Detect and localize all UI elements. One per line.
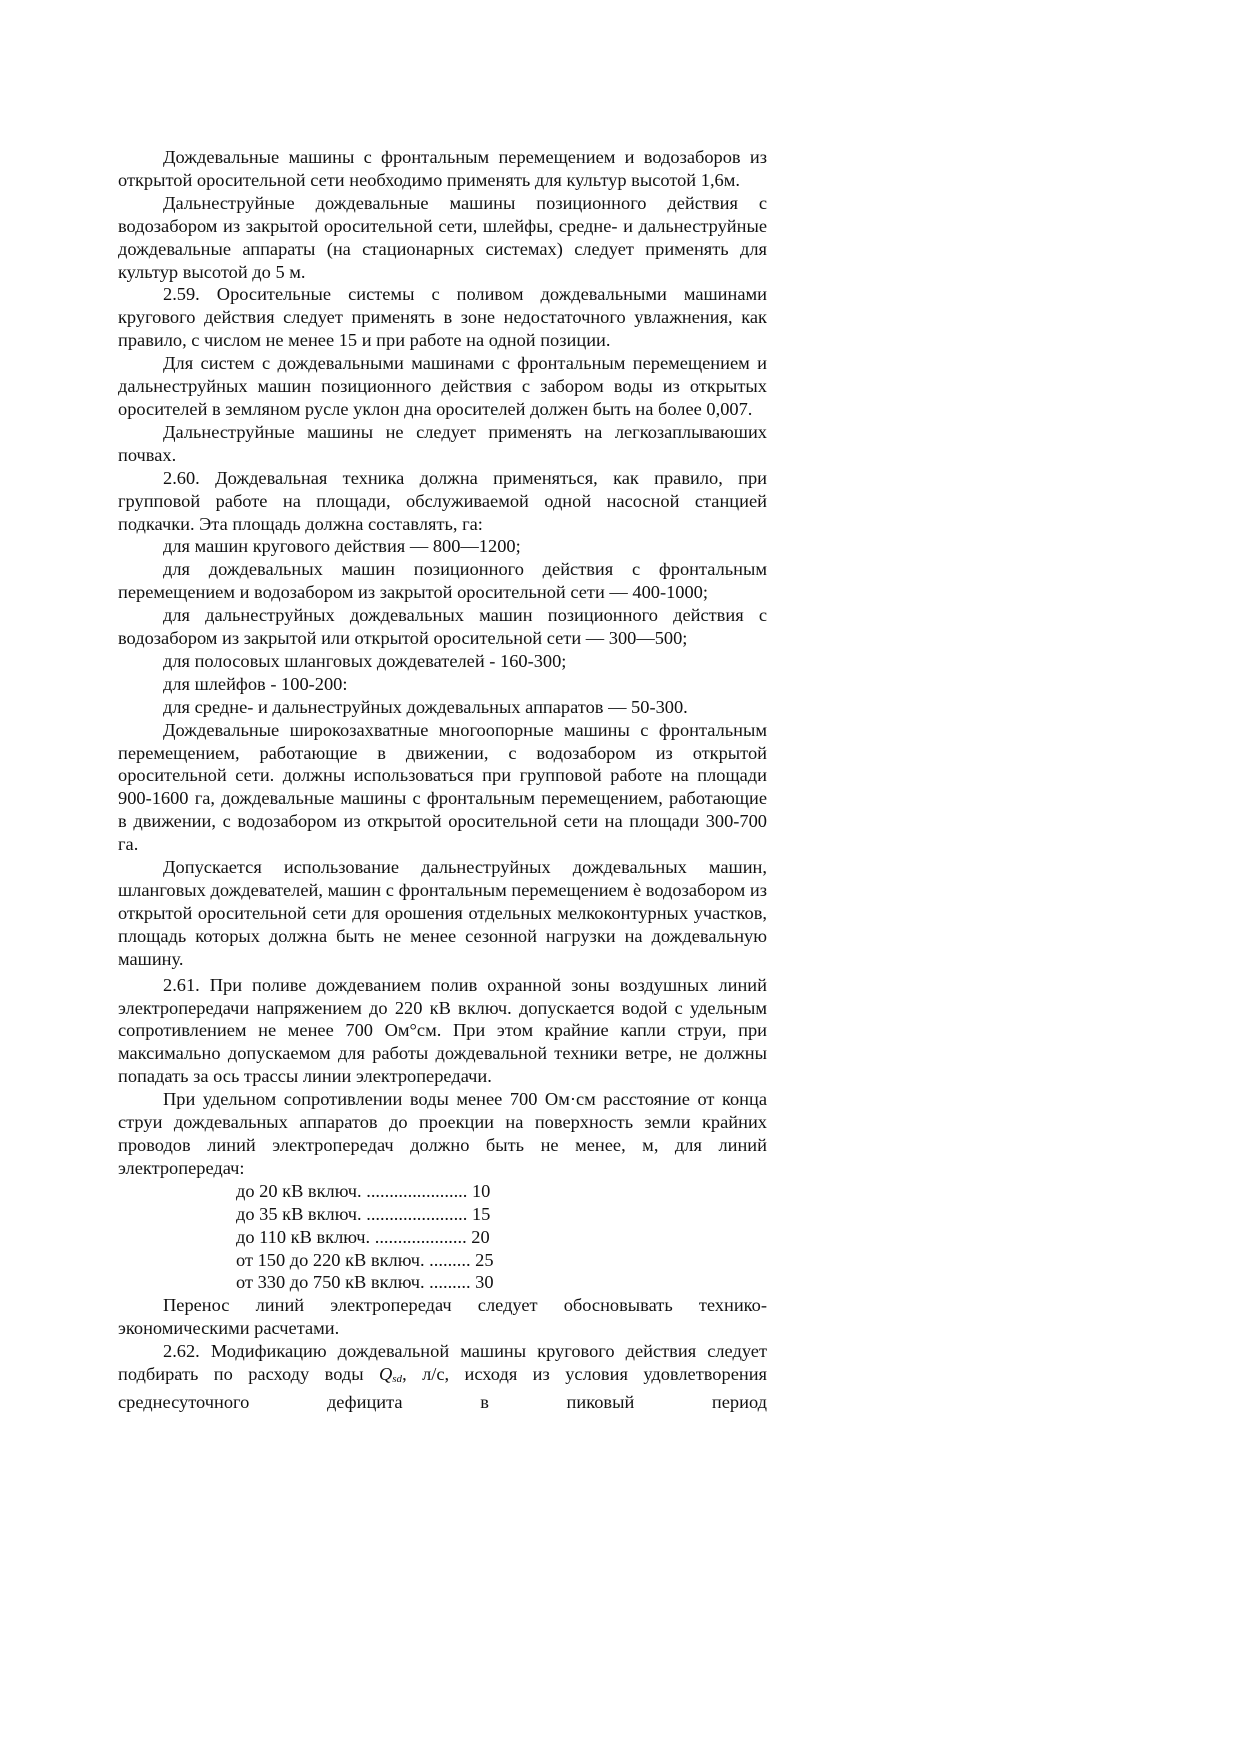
section-2-62-text-end: , л/с, исходя из условия удовлетворения среднесуточного дефицита в пиковый период <box>118 1364 767 1412</box>
flow-symbol: Q <box>379 1364 393 1385</box>
paragraph-section-2-62 <box>118 1340 767 1414</box>
list-item-positional-frontal: для дождевальных машин позиционного действия с фронтальным перемещением и водозабором из закрытой оросительной сети — 400-1000; <box>118 559 767 603</box>
distance-row: до 110 кВ включ. .................... 20 <box>236 1226 490 1247</box>
paragraph-sprinkler-frontal: Дождевальные машины с фронтальным перемещением и водозаборов из открытой оросительной сети необходимо применять для культур высотой 1,6м. <box>118 147 767 190</box>
paragraph-long-jet-machines: Дальнеструйные дождевальные машины позиционного действия с водозабором из закрытой оросительной сети, шлейфы, средне- и дальнеструйные дождевальные аппараты (на стационарных системах) следует применять для культур высотой до 5 м. <box>118 192 767 282</box>
paragraph-section-2-60: 2.60. Дождевальная техника должна применяться, как правило, при групповой работе на площади, обслуживаемой одной насосной станцией подкачки. Эта площадь должна составлять, га: <box>118 467 767 534</box>
paragraph-line-relocation: Перенос линий электропередач следует обосновывать технико-экономическими расчетами. <box>118 1295 767 1339</box>
list-item-trails: для шлейфов - 100-200: <box>163 673 348 694</box>
paragraph-section-2-59: 2.59. Оросительные системы с поливом дождевальными машинами кругового действия следует применять в зоне недостаточного увлажнения, как правило, с числом не менее 15 и при работе на одной позиции. <box>118 284 767 351</box>
distance-row: от 330 до 750 кВ включ. ......... 30 <box>236 1272 494 1293</box>
flow-symbol-subscript: sd <box>392 1373 403 1386</box>
voltage-distance-table <box>118 1180 767 1295</box>
paragraph-wide-coverage-machines: Дождевальные широкозахватные многоопорные машины с фронтальным перемещением, работающие в движении, с водозабором из открытой оросительной сети. должны использоваться при групповой работе на площади 900-1600 га, дождевальные машины с фронтальным перемещением, работающие в движении, с водозабором из открытой оросительной сети на площади 300-700 га. <box>118 719 767 855</box>
list-item-long-jet-positional: для дальнеструйных дождевальных машин позиционного действия с водозабором из закрытой или открытой оросительной сети — 300—500; <box>118 605 767 649</box>
list-item-sprinkler-apparatus: для средне- и дальнеструйных дождевальных аппаратов — 50-300. <box>163 696 688 717</box>
paragraph-small-plots: Допускается использование дальнеструйных дождевальных машин, шланговых дождевателей, машин с фронтальным перемещением è водозабором из открытой оросительной сети для орошения отдельных мелкоконтурных участков, площадь которых должна быть не менее сезонной нагрузки на дождевальную машину. <box>118 857 767 969</box>
distance-row: до 20 кВ включ. ...................... 10 <box>236 1180 491 1201</box>
section-2-62-text-start: 2.62. Модификацию дождевальной машины кругового действия следует подбирать по расходу воды <box>118 1341 767 1385</box>
paragraph-section-2-61: 2.61. При поливе дождеванием полив охранной зоны воздушных линий электропередачи напряжением до 220 кВ включ. допускается водой с удельным сопротивлением не менее 700 Ом°см. При этом крайние капли струи, при максимально допускаемом для работы дождевальной техники ветре, не должны попадать за ось трассы линии электропередачи. <box>118 974 767 1087</box>
document-body <box>118 146 767 1414</box>
distance-row: до 35 кВ включ. ...................... 15 <box>236 1203 491 1224</box>
list-item-hose-sprinklers: для полосовых шланговых дождевателей - 160-300; <box>163 650 567 671</box>
paragraph-canal-slope: Для систем с дождевальными машинами с фронтальным перемещением и дальнеструйных машин позиционного действия с забором воды из открытых оросителей в земляном русле уклон дна оросителей должен быть на более 0,007. <box>118 353 767 419</box>
paragraph-silting-soils: Дальнеструйные машины не следует применять на легкозаплываюших почвах. <box>118 421 767 465</box>
list-item-circular-machines: для машин кругового действия — 800—1200; <box>163 536 521 557</box>
paragraph-low-resistance-distance: При удельном сопротивлении воды менее 700 Ом·см расстояние от конца струи дождевальных аппаратов до проекции на поверхность земли крайних проводов линий электропередач должно быть не менее, м, для линий электропередач: <box>118 1089 767 1178</box>
distance-row: от 150 до 220 кВ включ. ......... 25 <box>236 1249 494 1270</box>
